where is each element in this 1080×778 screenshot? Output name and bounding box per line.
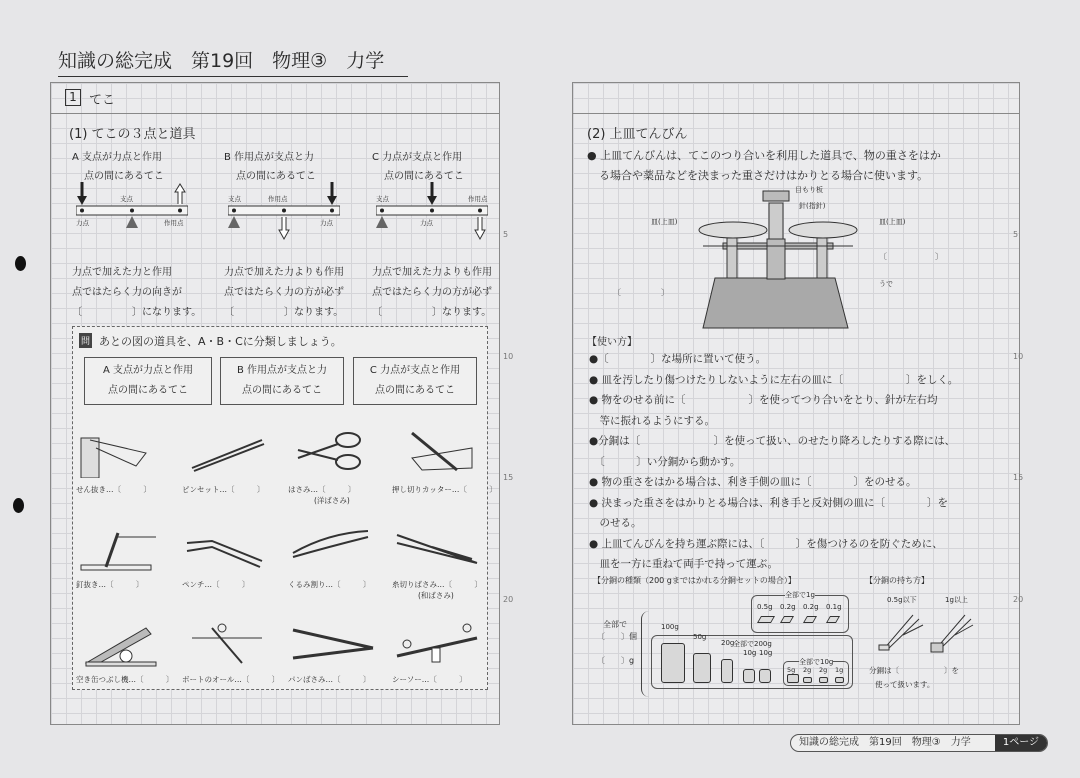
weights-brace (641, 611, 649, 697)
page-number: 1ページ (995, 735, 1047, 751)
binder-hole (13, 498, 24, 513)
intro-line: る場合や薬品などを決まった重さだけはかりとる場合に使います。 (599, 169, 929, 182)
tool-item (76, 523, 176, 593)
tool-illustration (288, 618, 378, 668)
small-weight-icon (787, 674, 799, 683)
lever-point-label: 作用点 (164, 219, 184, 227)
hold-text-blank[interactable]: 分銅は〔 〕を (869, 666, 959, 675)
tool-answer-blank[interactable]: 押し切りカッター…〔 〕 (392, 485, 497, 494)
lever-type-title: A 支点が力点と作用 (72, 152, 163, 163)
label-pan-left: 皿(上皿) (651, 218, 678, 226)
hold-small-label: 0.5g以下 (887, 596, 917, 604)
line-number: 20 (503, 595, 514, 604)
question-icon: 問 (79, 333, 92, 348)
lever-point-label: 支点 (228, 195, 241, 203)
section-title: てこ (89, 93, 116, 108)
blank-fulcrum[interactable]: 〔 〕 (613, 288, 669, 297)
set-200g-label: 全部で200g (733, 640, 772, 648)
usage-title: 【使い方】 (587, 337, 637, 348)
balance-illustration (693, 183, 893, 333)
tool-illustration (288, 428, 378, 478)
tool-illustration (182, 428, 272, 478)
weight-label: 0.1g (826, 603, 842, 611)
set-1g-box (751, 595, 849, 633)
cylinder-weight-icon (661, 643, 685, 683)
usage-line: 〔 〕い分銅から動かす。 (589, 455, 741, 468)
lever-point-label: 力点 (420, 219, 433, 227)
tool-illustration (182, 523, 272, 573)
small-weight-icon (819, 677, 828, 683)
tool-answer-blank[interactable]: 空き缶つぶし機…〔 〕 (76, 675, 174, 684)
weights-grams-blank[interactable]: 〔 〕g (597, 656, 635, 665)
tool-item (392, 428, 497, 498)
usage-line: 皿を一方に重ねて両手で持って運ぶ。 (589, 558, 778, 570)
weight-label: 100g (661, 623, 679, 631)
subsection-title: (2) 上皿てんびん (587, 127, 688, 142)
lever-type-title: B 作用点が支点と力 (224, 152, 315, 163)
category-label: 点の間にあるてこ (242, 385, 322, 396)
lever-type-title: 点の間にあるてこ (236, 171, 316, 182)
hold-large-label: 1g以上 (945, 596, 968, 604)
small-weight-icon (803, 677, 812, 683)
set-1g-label: 全部で1g (785, 591, 815, 599)
weight-label: 0.2g (803, 603, 819, 611)
label-scale-plate: 目もり板 (795, 186, 823, 194)
tool-item (182, 618, 282, 688)
label-pan-right: 皿(上皿) (879, 218, 906, 226)
weight-label: 10g (759, 649, 773, 657)
lever-answer-blank[interactable]: 〔 〕なります。 (224, 307, 344, 318)
category-label: C 力点が支点と作用 (369, 365, 461, 376)
blank-adjuster[interactable]: 〔 〕 (879, 252, 943, 261)
tweezers-illustration (873, 605, 983, 655)
weight-label: 2g (803, 666, 812, 674)
category-box-c (353, 357, 477, 405)
lever-description: 点ではたらく力の方が必ず (224, 287, 344, 298)
tool-illustration (76, 618, 166, 668)
hold-title: 【分銅の持ち方】 (865, 576, 929, 585)
tool-answer-blank[interactable]: ボートのオール…〔 〕 (182, 675, 280, 684)
lever-description: 点ではたらく力の方が必ず (372, 287, 492, 298)
lever-answer-blank[interactable]: 〔 〕になります。 (72, 307, 202, 318)
usage-line: ●分銅は〔 〕を使って扱い、のせたり降ろしたりする際には、 (589, 435, 956, 447)
usage-line: 等に振れるようにする。 (589, 414, 715, 427)
binder-hole (15, 256, 26, 271)
lever-description: 力点で加えた力よりも作用 (224, 267, 344, 278)
tool-illustration (76, 428, 166, 478)
category-label: A 支点が力点と作用 (102, 365, 194, 376)
weight-label: 50g (693, 633, 707, 641)
usage-line: ● 上皿てんびんを持ち運ぶ際には、〔 〕を傷つけるのを防ぐために、 (589, 537, 943, 550)
tool-item (392, 523, 492, 600)
tool-illustration (182, 618, 272, 668)
tool-answer-blank[interactable]: ピンセット…〔 〕 (182, 485, 265, 494)
lever-diagram (376, 180, 488, 242)
category-label: 点の間にあるてこ (108, 385, 188, 396)
lever-point-label: 支点 (376, 195, 389, 203)
weight-label: 5g (787, 666, 796, 674)
tool-answer-blank[interactable]: はさみ…〔 〕 (288, 485, 356, 494)
lever-type-title: 点の間にあるてこ (84, 171, 164, 182)
cylinder-weight-icon (693, 653, 711, 683)
tool-item (288, 523, 388, 593)
usage-line: ●〔 〕な場所に置いて使う。 (589, 353, 767, 365)
tool-item (288, 428, 388, 505)
set-10g-label: 全部で10g (799, 658, 834, 666)
tool-item (288, 618, 388, 688)
usage-line: のせる。 (589, 517, 642, 529)
lever-point-label: 力点 (320, 219, 333, 227)
label-needle: 針(指針) (799, 202, 826, 210)
tool-illustration (392, 523, 482, 573)
usage-line: ● 皿を汚したり傷つけたりしないように左右の皿に〔 〕をしく。 (589, 373, 959, 386)
tool-note: (洋ばさみ) (314, 496, 350, 505)
hold-text: 使って扱います。 (875, 680, 935, 689)
usage-line: ● 物をのせる前に〔 〕を使ってつり合いをとり、針が左右均 (589, 394, 938, 406)
tool-answer-blank[interactable]: パンばさみ…〔 〕 (288, 675, 371, 684)
line-number: 5 (1013, 230, 1019, 239)
weights-title: 【分銅の種類（200 gまではかれる分銅セットの場合）】 (593, 576, 796, 585)
lever-diagram (228, 180, 340, 242)
cylinder-weight-icon (759, 669, 771, 683)
line-number: 10 (503, 352, 514, 361)
cylinder-weight-icon (743, 669, 755, 683)
tool-item (76, 428, 176, 498)
line-number: 20 (1013, 595, 1024, 604)
tool-answer-blank[interactable]: ペンチ…〔 〕 (182, 580, 250, 589)
tool-answer-blank[interactable]: せん抜き…〔 〕 (76, 485, 151, 494)
tool-note: (和ばさみ) (418, 591, 454, 600)
line-number: 15 (503, 473, 514, 482)
lever-point-label: 作用点 (268, 195, 288, 203)
subsection-title: (1) てこの３点と道具 (69, 127, 196, 142)
category-label: B 作用点が支点と力 (236, 365, 328, 376)
weight-label: 20g (721, 639, 735, 647)
tool-answer-blank[interactable]: シーソー…〔 〕 (392, 675, 467, 684)
tool-item (392, 618, 492, 688)
weight-label: 0.5g (757, 603, 773, 611)
lever-diagram (76, 180, 188, 242)
line-number: 5 (503, 230, 509, 239)
footer-label: 知識の総完成 第19回 物理③ 力学 (799, 737, 971, 748)
tool-illustration (76, 523, 166, 573)
weight-label: 10g (743, 649, 757, 657)
lever-type-title: 点の間にあるてこ (384, 171, 464, 182)
question-text: あとの図の道具を、A・B・Cに分類しましょう。 (99, 335, 342, 348)
weights-count-blank[interactable]: 〔 〕個 (597, 632, 637, 641)
weights-total-label: 全部で (603, 620, 627, 629)
label-arm: うで (879, 280, 893, 288)
right-panel (572, 82, 1020, 725)
cylinder-weight-icon (721, 659, 733, 683)
lever-description: 力点で加えた力よりも作用 (372, 267, 492, 278)
lever-description: 点ではたらく力の向きが (72, 287, 182, 298)
weight-label: 1g (835, 666, 844, 674)
small-weight-icon (835, 677, 844, 683)
tool-illustration (288, 523, 378, 573)
tool-answer-blank[interactable]: 糸切りばさみ…〔 〕 (392, 580, 482, 589)
footer-bar (790, 734, 1048, 752)
lever-point-label: 作用点 (468, 195, 488, 203)
tool-item (182, 523, 282, 593)
tool-answer-blank[interactable]: 釘抜き…〔 〕 (76, 580, 144, 589)
usage-line: ● 決まった重さをはかりとる場合は、利き手と反対側の皿に〔 〕を (589, 496, 948, 509)
weight-label: 0.2g (780, 603, 796, 611)
lever-description: 力点で加えた力と作用 (72, 267, 172, 278)
category-label: 点の間にあるてこ (375, 385, 455, 396)
intro-line: ● 上皿てんびんは、てこのつり合いを利用した道具で、物の重さをはか (587, 149, 941, 162)
worksheet-title: 知識の総完成 第19回 物理③ 力学 (58, 46, 408, 77)
lever-point-label: 支点 (120, 195, 133, 203)
usage-line: ● 物の重さをはかる場合は、利き手側の皿に〔 〕をのせる。 (589, 476, 917, 488)
tool-illustration (392, 618, 482, 668)
lever-point-label: 力点 (76, 219, 89, 227)
lever-answer-blank[interactable]: 〔 〕なります。 (372, 307, 492, 318)
weight-label: 2g (819, 666, 828, 674)
line-number: 10 (1013, 352, 1024, 361)
tool-illustration (392, 428, 482, 478)
tool-item (182, 428, 282, 498)
section-number: 1 (65, 89, 81, 106)
lever-type-title: C 力点が支点と作用 (372, 152, 463, 163)
category-box-b (220, 357, 344, 405)
tool-item (76, 618, 176, 688)
category-box-a (84, 357, 212, 405)
line-number: 15 (1013, 473, 1024, 482)
tool-answer-blank[interactable]: くるみ割り…〔 〕 (288, 580, 371, 589)
